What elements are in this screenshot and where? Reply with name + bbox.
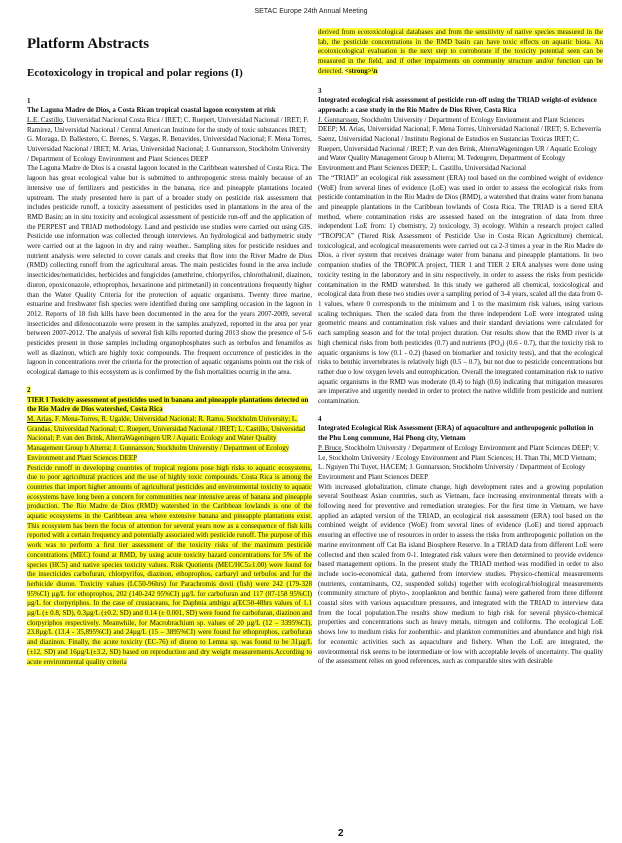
highlighted-text: 2 <box>27 385 31 394</box>
abstract-4 <box>318 415 603 667</box>
abstract-body: The Laguna Madre de Dios is a coastal lagoon located in the Caribbean watershed of Costa Rica. The lagoon has great ecological value but is submitted to anthropogenic stress mainly because of an intensive use of fertilizers and pesticides in the banana, rice and pineapple plantations located upstream. The study presented here is part of a broader study on pesticide risk assessment that includes pesticide runoff, a toxicity assessment of pesticides used in plantations in the area of the RMD Basin; an in situ toxicity and ecological assessment of pesticide run-off and the application of the PERPEST and TRIAD methodology. Land and pesticide use studies were carried out using GIS. Pesticide use information was collected through interviews. An hydrological and bathymetric study were carried out at the lagoon in dry and rainy weather.. Sampling sites for pesticide residues and nutrient analysis were selected to cover canals and creeks that flow into the River Madre de Dios (RMD) collecting runoff from the agricultural areas. The main pesticides found in the area include insecticides/nematicides, herbicides and fungicides (amethrine, chlorpyrifos, chlorothalonil, diazinon, diuron, epoxiconazole, ethoprophos, hexazinone and pirimetanil) in concentrations frequently higher than the Water Quality Criteria for the protection of aquatic organisms. Twenty three marine, estuarine and freshwater fish species were identified during one sampling occasion in the lagoon in 2012. Reports of 18 fish kills have been documented in the area for the years 2007-2009, several insecticides and difenoconazole were present in the samples analyzed, reported in the area per year between 2007-2012. The analysis of several fish kills reported during 2013 show the presence of 5-6 pesticides present in those samples including organophosphates such as terbufos and fenamifos as well as diazinon, which are highly toxic compounds. The frequent occurrence of pesticides in the lagoon in concentrations over the criteria for the protection of aquatic organisms points out the risk of ecological damage to this ecosystem as is confirmed by the fish mortalities ocurrig in the area. <box>27 164 312 377</box>
abstract-title <box>27 396 312 415</box>
abstract-number: 1 <box>27 96 31 105</box>
document-title: Platform Abstracts <box>27 36 150 52</box>
page-header: SETAC Europe 24th Annual Meeting <box>254 8 368 15</box>
author-list: , Stockholm University / Department of Ecology Envionment and Plant Sciences DEEP; M. Arias, Universidad Nacional; F. Mena Torres, Universidad Nacional / IRET; S. Echeverría Saenz, Universidad Nacional / Instituto Regional de Estudios en Sustancias Toxicas IRET; C. Ruepert, Universidad Nacional / IRET; P. van den Brink, AlterraWageningen UR / Aquatic Ecology and Water Quality Management Group b Alterra; M. Tedengren, Department of Ecology Environment and Plant Sciences DEEP; L. Castillo, Universidad Nacional <box>318 115 602 173</box>
abstract-number <box>27 386 312 396</box>
abstract-authors <box>318 116 603 174</box>
abstract-title: Integrated ecological risk assessment of pesticide run-off using the TRIAD weight-of evidence approach: a case study in the Rio Madre de Dios River, Costa Rica <box>318 96 597 114</box>
abstract-number: 4 <box>318 414 322 423</box>
abstract-2-continuation <box>318 28 603 77</box>
page-number: 2 <box>338 828 344 839</box>
author-list: , Universidad Nacional Costa Rica / IRET; C. Ruepert, Universidad Nacional / IRET; F. Ramirez, Universidad Nacional / Central American Institute for the study of toxic substances IRET; G. Moraga, D. Ballestero, C. Brenes, S. Vargas, R. Benavides, Universidad Nacional; F. Mena Torres, Universidad Nacional / IRET; M. Arias, Universidad Nacional; J. Gunnarsson, Stockholm University / Department of Ecology Environment and Plant Sciences DEEP <box>27 115 312 163</box>
right-column <box>318 28 603 675</box>
abstract-2 <box>27 386 312 667</box>
highlighted-text: Pesticide runoff in developing countries of tropical regions pose high risks to aquatic ecosystems, due to poor agricultural practices and the use of highly toxic compounds. Costa Rica is among the countries that import higher amounts of agricultural pesticides and environmental toxicity to aquatic ecosystems have long been a concern for communities near intensive areas of banana and pineapple production. The Rio Madre de Dios (RMD) watershed in the Caribbean lowlands is one of the aquatic ecosystems in the Caribbean area where extensive banana and pineapple plantations exist. This ecosystem has been the focus of attention for several years now as a consequence of fish kills reported with a certain frequency and potentially associated with pesticide runoff. The purpose of this work was to perform a first tier assessment of the toxicity risks of the maximum pesticide concentrations (MEC) found at RMD, by using acute toxicity hazard concentrations for 5% of the species (HC5) and native species toxicity values. Risk Quotients (MEC/HC5≥1.00) were found for the insecticides carbofuran, chlorpyrifos, diazinon, ethoprophos, carbaryl and terbufos and for the herbicide diuron. Toxicity values (LC50-96hrs) for Parachromis dovii (fish) were 242 (179-328 95%CI) µg/L for ethoprophos, 202 (140-242 95%CI) µg/L for carbofuran and 117 (87-158 95%CI) µg/L for clorpyriphos. In the case of crustaceans, for Daphnia ambigu a(EC50-48hrs values of 1.1 µg/L (± 0.8, SD), 0.3µg/L (±0.2, SD) and 0.14 (± 0.001, SD) were found for carbofuran, diazinon and clorpyriphos respectively. Meanwhile, for Macrobrachium sp. values of 20 µg/L (12 – 3395%CI), 23.8µg/L (13.4 - 35,895%CI) and 24µg/L (15 – 3895%CI) were found for ethoprophos, carbofuran and diazinon. Finally, the acute toxicity (EC-76) of diuron to Lemna sp. was found to be 31µg/L (±12, SD) and 16µg/L(±3.2, SD) based on reproduction and dry weight measurements.According to acute environmental quality criteria <box>27 463 312 666</box>
abstract-3 <box>318 87 603 407</box>
abstract-authors <box>318 444 603 483</box>
highlighted-text: TIER I Toxicity assessment of pesticides used in banana and pineapple plantations detected on the Rio Madre de Dios watershed, Costa Rica <box>27 395 309 414</box>
presenting-author: P. Bruce <box>318 443 342 452</box>
abstract-number: 3 <box>318 86 322 95</box>
abstract-body: With increased globalization, climate change, high development rates and a growing population several Southeast Asian countries, such as Vietnam, face increasing environmental threats with a following need for preventive and remediation strategies. For the first time in Vietnam, we have applied an adapted version of the TRIAD, an ecological risk assessment (ERA) tool based on the combined weight of evidence (WoE) from several lines of evidence (LoE) and tiered approach ensuring an effective use of resources in order to assess the risks from anthropogenic pollution on the marine environment off Cat Ba island Biosphere Reserve. In a TRIAD data from different LoE were collected and then scaled from 0-1. Integrated risk values were then determined to provide evidence based management options. In the present study the TRIAD method was modified in order to also include socio-economical data, gathered from interview studies. Physico-chemical measurements (nutrients, contaminants, O2, suspended solids) together with ecological/biological measurements (community structure of phyto-, zooplankton and benthic fauna) were gathered from three different coastal sites with various aquaculture pressures, and integrated with the TRIAD to interview data from the local population.The results show medium to high risk for several physico-chemical properties and concentrations such as heavy metals, nitrogen and coliforms. The ecological LoE shows low to medium risks for zoobenthic- and plankton communities and abundance and high risk for economic activities such as aquaculture and fishery. When the LoE are integrated, the environmental risk seems to be intermediate or low with acceptable levels of uncertainty. The quality of the assessment relies on good references, such as comparable sites with desirable <box>318 482 603 666</box>
section-title: Ecotoxicology in tropical and polar regions (I) <box>27 66 243 79</box>
presenting-author: M. Arias <box>27 415 52 423</box>
left-column <box>27 28 312 675</box>
abstract-1 <box>27 97 312 378</box>
abstract-title: The Laguna Madre de Dios, a Costa Rican tropical coastal lagoon ecosystem at risk <box>27 106 276 115</box>
abstract-authors <box>27 415 312 464</box>
abstract-title: Integrated Ecological Risk Assessment (ERA) of aquaculture and anthropogenic pollution in the Phu Long commune, Hai Phong city, Vietnam <box>318 424 594 443</box>
abstract-body: The “TRIAD” an ecological risk assessment (ERA) tool based on the combined weight of evidence (WoE) from several lines of evidence (LoE) was used in order to assess the ecological risks from pesticide contamination in the Rio Madre de Dios (RMD), a watershed that drains water from banana and pineapple plantations in the Caribbean lowlands of Costa Rica. The TRIAD is a tiered ERA method, where contamination risks are assessed based on the integration of data from three independent LoE from: 1) chemistry, 2) toxicology, 3) ecology. Within a research project called “TROPICA” (Tiered Risk Assessment of Pesticide Use in Costa Rican Agriculture) chemical, toxicological, and ecological measurements were carried out ca 2-3 times a year in the Rio Madre de Dios, a river system that receives drainage water from banana and pineapple plantations. In two companion studies of the TROPICA project, TIER 1 and TIER 2 ERA analyses were done using toxicity testing in the laboratory and in situ respectively, in order to assess the risks from pesticide contamination in the RMD watershed. In this study we gathered all chemical, toxicological and ecological data from these two studies over a sampling period of 3-4 years, scaled all the data from 0-1 values, where 0 corresponds to the minimum and 1 to the maximum risk values, using various scaling techniques. Then the scaled data from the three independent LoE were integrated using geometric means and contamination risk values and their standard deviations were calculated for each sampling season and for the total project duration. Our results show that the RMD river is at high chemical risks from both pesticides (0.7) and nutrients (PO₄) (0.6 - 0.7), that the toxicity risk to aquatic organisms is low (0.1 - 0.2) (based on biomarker and toxicity tests), and that the ecological risks to benthic invertebrates is relatively high (0.5 – 0.7), but not due to pesticide concentrations but rather due o low oxygen levels and eutrophication. Overall the integrated contamination risk to native aquatic organisms in the RMD was moderate (0.4) to high (0.6) indicating that mitigation measures are imperative and urgently needed in order to protect the native wildlife from pesticide and nutrient contamination. <box>318 173 603 406</box>
author-list: , F. Mena-Torres, R. Ugalde, Universidad Nacional; R. Ramo, Stockholm University; L. Grandas, Universidad Nacional; C. Ruepert, Universidad Nacional / IRET; L. Castillo, Universidad Nacional; P. van den Brink, AlterraWageningen UR / Aquatic Ecology and Water Quality Management Group b Alterra; J. Gunnarsson, Stockholm University / Department of Ecology Environment and Plant Sciences DEEP <box>27 415 306 462</box>
highlighted-text: derived from ecotoxicological databases and from the sensitivity of native species measured in the lab, the pesticide concentrations in the RMD basin can have toxic effects on aquatic biota. An ecotoxicological evaluation is the next step to corroborate if the toxicity potential seen can be measured in the field, and if other impairments on community structure and/or function can be detected. <box>318 28 603 75</box>
presenting-author: J. Gunnarsson <box>318 115 358 124</box>
author-list: , Stockholm University / Department of Ecology Environment and Plant Sciences DEEP; V. Le, Stockholm University / Ecology Environment and Plant Sciences; H. Than Thi, MCD Vietnam; L. Nguyen Thi Tuyet, HACEM; J. Gunnarsson, Stockholm University / Department of Ecology Environment and Plant Sciences DEEP <box>318 443 599 481</box>
abstract-authors <box>27 116 312 165</box>
continuation-text <box>318 28 603 77</box>
abstract-body <box>27 464 312 668</box>
markup-tag: <strong>\n <box>344 66 378 75</box>
presenting-author: L.E. Castillo <box>27 115 63 124</box>
